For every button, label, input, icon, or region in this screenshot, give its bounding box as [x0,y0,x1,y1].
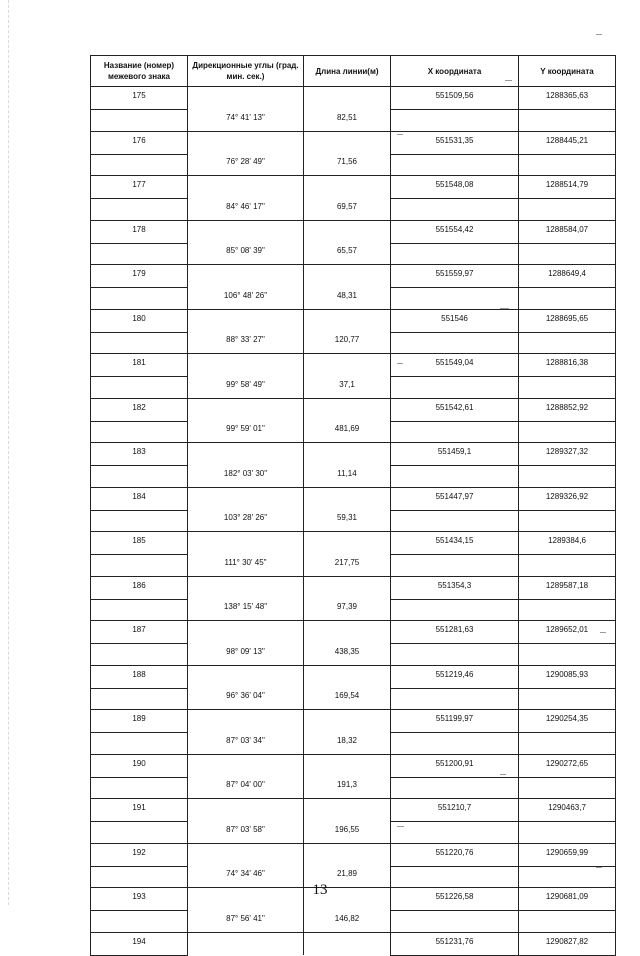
header-mark-name: Название (номер) межевого знака [91,56,188,87]
mark-name-cell: 192 [91,843,188,866]
line-length-cell: 169,54 [304,688,391,710]
table-row-mark [91,131,616,154]
empty-cell [519,466,616,488]
table-row-segment [91,599,616,621]
empty-cell [519,377,616,399]
table-row-segment [91,644,616,666]
header-y-coordinate: Y координата [519,56,616,87]
empty-cell [91,777,188,799]
line-length-cell: 97,39 [304,599,391,621]
empty-cell [304,443,391,466]
table-row-segment [91,733,616,755]
mark-name-cell: 193 [91,888,188,911]
table-row-mark [91,576,616,599]
empty-cell [391,599,519,621]
table-row-segment [91,332,616,354]
table-body [91,87,616,956]
scan-speck [397,826,404,827]
empty-cell [304,932,391,955]
empty-cell [304,487,391,510]
header-line-length: Длина линии(м) [304,56,391,87]
empty-cell [304,220,391,243]
table-header-row [91,56,616,87]
y-coordinate-cell: 1289327,32 [519,443,616,466]
empty-cell [91,288,188,310]
empty-cell [188,532,304,555]
x-coordinate-cell: 551434,15 [391,532,519,555]
mark-name-cell: 176 [91,131,188,154]
direction-angle-cell: 103° 28' 26" [188,510,304,532]
y-coordinate-cell: 1290272,65 [519,754,616,777]
page-number: 13 [312,882,328,898]
table-row-mark [91,532,616,555]
empty-cell [188,932,304,955]
page-edge-line [8,0,9,905]
line-length-cell: 18,32 [304,733,391,755]
line-length-cell: 59,31 [304,510,391,532]
table-row-segment [91,466,616,488]
mark-name-cell: 184 [91,487,188,510]
empty-cell [519,555,616,577]
empty-cell [304,87,391,110]
line-length-cell: 82,51 [304,110,391,132]
line-length-cell: 146,82 [304,911,391,933]
empty-cell [519,288,616,310]
table-row-mark [91,665,616,688]
direction-angle-cell: 182° 03' 30" [188,466,304,488]
direction-angle-cell: 99° 59' 01" [188,421,304,443]
empty-cell [391,154,519,176]
mark-name-cell: 182 [91,398,188,421]
table-row-mark [91,176,616,199]
table-row-mark [91,754,616,777]
empty-cell [91,599,188,621]
x-coordinate-cell: 551459,1 [391,443,519,466]
empty-cell [519,599,616,621]
empty-cell [304,843,391,866]
table-row-mark [91,487,616,510]
empty-cell [304,532,391,555]
y-coordinate-cell: 1289652,01 [519,621,616,644]
mark-name-cell: 191 [91,799,188,822]
empty-cell [91,154,188,176]
direction-angle-cell: 87° 04' 00" [188,777,304,799]
table-row-mark [91,932,616,955]
empty-cell [391,421,519,443]
empty-cell [304,265,391,288]
x-coordinate-cell: 551231,76 [391,932,519,955]
mark-name-cell: 179 [91,265,188,288]
empty-cell [391,199,519,221]
empty-cell [188,843,304,866]
direction-angle-cell: 76° 28' 49" [188,154,304,176]
x-coordinate-cell: 551509,56 [391,87,519,110]
mark-name-cell: 181 [91,354,188,377]
empty-cell [304,621,391,644]
direction-angle-cell: 88° 33' 27" [188,332,304,354]
y-coordinate-cell: 1290681,09 [519,888,616,911]
scan-speck [500,308,509,309]
table-row-segment [91,199,616,221]
direction-angle-cell: 84° 46' 17" [188,199,304,221]
empty-cell [391,911,519,933]
line-length-cell: 191,3 [304,777,391,799]
y-coordinate-cell: 1288649,4 [519,265,616,288]
empty-cell [91,822,188,844]
table-row-segment [91,777,616,799]
empty-cell [188,487,304,510]
empty-cell [391,288,519,310]
empty-cell [91,911,188,933]
empty-cell [91,555,188,577]
empty-cell [519,199,616,221]
table-row-segment [91,688,616,710]
direction-angle-cell: 138° 15' 48" [188,599,304,621]
mark-name-cell: 183 [91,443,188,466]
x-coordinate-cell: 551226,58 [391,888,519,911]
empty-cell [188,131,304,154]
y-coordinate-cell: 1290085,93 [519,665,616,688]
empty-cell [519,733,616,755]
table-row-mark [91,220,616,243]
mark-name-cell: 180 [91,309,188,332]
mark-name-cell: 194 [91,932,188,955]
x-coordinate-cell: 551549,04 [391,354,519,377]
y-coordinate-cell: 1288365,63 [519,87,616,110]
empty-cell [188,398,304,421]
line-length-cell: 438,35 [304,644,391,666]
empty-cell [188,443,304,466]
table-row-segment [91,510,616,532]
header-x-coordinate: X координата [391,56,519,87]
scan-speck [397,363,403,364]
direction-angle-cell: 87° 03' 34" [188,733,304,755]
y-coordinate-cell: 1289326,92 [519,487,616,510]
table-row-mark [91,843,616,866]
empty-cell [391,777,519,799]
empty-cell [91,644,188,666]
x-coordinate-cell: 551199,97 [391,710,519,733]
empty-cell [188,87,304,110]
empty-cell [188,576,304,599]
line-length-cell: 217,75 [304,555,391,577]
x-coordinate-cell: 551210,7 [391,799,519,822]
mark-name-cell: 188 [91,665,188,688]
y-coordinate-cell: 1289587,18 [519,576,616,599]
empty-cell [391,733,519,755]
line-length-cell: 120,77 [304,332,391,354]
table-row-mark [91,87,616,110]
empty-cell [91,377,188,399]
empty-cell [391,110,519,132]
empty-cell [391,377,519,399]
mark-name-cell: 189 [91,710,188,733]
empty-cell [304,309,391,332]
direction-angle-cell: 87° 56' 41" [188,911,304,933]
table-row-segment [91,822,616,844]
table-row-mark [91,309,616,332]
empty-cell [304,398,391,421]
empty-cell [519,243,616,265]
empty-cell [304,799,391,822]
direction-angle-cell: 85° 08' 39" [188,243,304,265]
empty-cell [304,754,391,777]
table-row-segment [91,555,616,577]
y-coordinate-cell: 1290463,7 [519,799,616,822]
x-coordinate-cell: 551219,46 [391,665,519,688]
empty-cell [391,688,519,710]
mark-name-cell: 190 [91,754,188,777]
empty-cell [391,332,519,354]
line-length-cell: 196,55 [304,822,391,844]
table-row-mark [91,799,616,822]
scan-speck [596,34,602,35]
y-coordinate-cell: 1288584,07 [519,220,616,243]
line-length-cell: 48,31 [304,288,391,310]
x-coordinate-cell: 551531,35 [391,131,519,154]
header-direction-angle: Дирекционные углы (град. мин. сек.) [188,56,304,87]
empty-cell [519,777,616,799]
empty-cell [91,466,188,488]
line-length-cell: 69,57 [304,199,391,221]
scan-speck [505,80,512,81]
empty-cell [188,265,304,288]
empty-cell [188,176,304,199]
scan-speck [596,867,602,868]
y-coordinate-cell: 1290827,82 [519,932,616,955]
empty-cell [188,665,304,688]
x-coordinate-cell: 551548,08 [391,176,519,199]
empty-cell [188,621,304,644]
empty-cell [519,510,616,532]
empty-cell [304,354,391,377]
mark-name-cell: 177 [91,176,188,199]
table-row-mark [91,443,616,466]
empty-cell [188,799,304,822]
empty-cell [519,688,616,710]
empty-cell [519,644,616,666]
empty-cell [391,644,519,666]
x-coordinate-cell: 551546 [391,309,519,332]
table-row-segment [91,421,616,443]
empty-cell [91,332,188,354]
x-coordinate-cell: 551559,97 [391,265,519,288]
y-coordinate-cell: 1288445,21 [519,131,616,154]
empty-cell [91,110,188,132]
empty-cell [519,110,616,132]
table-row-mark [91,354,616,377]
empty-cell [91,199,188,221]
empty-cell [391,466,519,488]
empty-cell [188,309,304,332]
table-row-mark [91,621,616,644]
table-row-segment [91,911,616,933]
empty-cell [391,243,519,265]
mark-name-cell: 178 [91,220,188,243]
x-coordinate-cell: 551542,61 [391,398,519,421]
empty-cell [304,176,391,199]
empty-cell [188,220,304,243]
y-coordinate-cell: 1289384,6 [519,532,616,555]
empty-cell [304,576,391,599]
empty-cell [91,243,188,265]
x-coordinate-cell: 551354,3 [391,576,519,599]
x-coordinate-cell: 551220,76 [391,843,519,866]
direction-angle-cell: 96° 36' 04" [188,688,304,710]
direction-angle-cell: 87° 03' 58" [188,822,304,844]
line-length-cell: 65,57 [304,243,391,265]
direction-angle-cell: 74° 41' 13" [188,110,304,132]
scan-speck [397,134,403,135]
y-coordinate-cell: 1290659,99 [519,843,616,866]
empty-cell [519,421,616,443]
table-row-segment [91,243,616,265]
scan-speck [600,632,606,633]
direction-angle-cell: 111° 30' 45" [188,555,304,577]
table-row-segment [91,110,616,132]
empty-cell [188,754,304,777]
mark-name-cell: 187 [91,621,188,644]
table-row-mark [91,710,616,733]
empty-cell [391,510,519,532]
empty-cell [519,822,616,844]
empty-cell [304,710,391,733]
y-coordinate-cell: 1288816,38 [519,354,616,377]
empty-cell [391,555,519,577]
table-row-mark [91,398,616,421]
x-coordinate-cell: 551281,63 [391,621,519,644]
line-length-cell: 21,89 [304,866,391,888]
empty-cell [391,822,519,844]
line-length-cell: 71,56 [304,154,391,176]
empty-cell [91,688,188,710]
mark-name-cell: 185 [91,532,188,555]
table-row-segment [91,288,616,310]
mark-name-cell: 175 [91,87,188,110]
empty-cell [519,911,616,933]
empty-cell [304,131,391,154]
line-length-cell: 481,69 [304,421,391,443]
y-coordinate-cell: 1288514,79 [519,176,616,199]
line-length-cell: 37,1 [304,377,391,399]
table-row-segment [91,154,616,176]
scan-speck [500,774,506,775]
empty-cell [188,354,304,377]
mark-name-cell: 186 [91,576,188,599]
direction-angle-cell: 98° 09' 13" [188,644,304,666]
empty-cell [91,733,188,755]
x-coordinate-cell: 551447,97 [391,487,519,510]
empty-cell [91,421,188,443]
empty-cell [519,332,616,354]
direction-angle-cell: 106° 48' 26" [188,288,304,310]
y-coordinate-cell: 1288852,92 [519,398,616,421]
x-coordinate-cell: 551200,91 [391,754,519,777]
table-row-mark [91,265,616,288]
empty-cell [304,665,391,688]
table-row-segment [91,377,616,399]
line-length-cell: 11,14 [304,466,391,488]
boundary-marks-table [90,55,616,956]
y-coordinate-cell: 1288695,65 [519,309,616,332]
direction-angle-cell: 74° 34' 46" [188,866,304,888]
empty-cell [519,154,616,176]
x-coordinate-cell: 551554,42 [391,220,519,243]
direction-angle-cell: 99° 58' 49" [188,377,304,399]
empty-cell [91,510,188,532]
empty-cell [188,710,304,733]
y-coordinate-cell: 1290254,35 [519,710,616,733]
